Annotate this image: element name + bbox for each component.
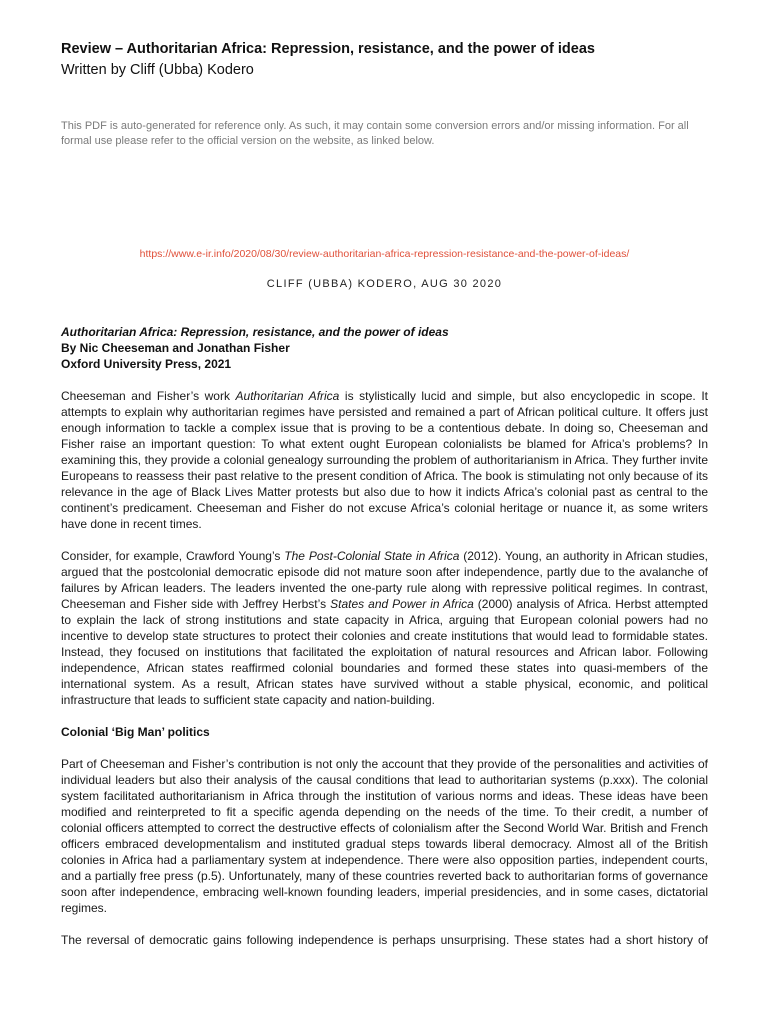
byline: CLIFF (UBBA) KODERO, AUG 30 2020 [266, 278, 503, 290]
book-title-ref: Authoritarian Africa [235, 389, 340, 403]
paragraph-4: The reversal of democratic gains following independence is perhaps unsurprising. These states had a short history of [61, 933, 708, 947]
pdf-notice: This PDF is auto-generated for reference only. As such, it may contain some conversion errors and/or missing information. For all formal use please refer to the official version on the website, as linked below. [61, 120, 689, 147]
document-page [61, 38, 708, 948]
paragraph-2: Consider, for example, Crawford Young’s The Post-Colonial State in Africa (2012). Young, an authority in African studies, argued that the postcolonial democratic episode did not mature soon after independence, partly due to the avalanche of failures by African leaders. The leaders invented the one-party rule along with repressive political regimes. In contrast, Cheeseman and Fisher side with Jeffrey Herbst’s States and Power in Africa (2000) analysis of Africa. Herbst attempted to explain the lack of strong institutions and state capacity in Africa, arguing that European colonial powers had no incentive to develop state structures to protect their colonies and create institutions that would lead to formidable states. Instead, they focused on institutions that facilitated the exploitation of natural resources and African labor. Following independence, African states reaffirmed colonial boundaries and formed these states into quasi-members of the international system. As a result, African states have survived without a stable physical, economic, and political infrastructure that leads to sufficient state capacity and nation-building. [61, 549, 708, 707]
article-author: Written by Cliff (Ubba) Kodero [61, 62, 254, 78]
paragraph-3: Part of Cheeseman and Fisher’s contribution is not only the account that they provide of the personalities and activities of individual leaders but also their analysis of the causal conditions that lead to authoritarian systems (p.xxx). The colonial system facilitated authoritarianism in Africa through the institution of various norms and ideas. These ideas have been modified and reinterpreted to fit a specific agenda depending on the needs of the time. To their credit, a number of colonial officers attempted to correct the destructive effects of colonialism after the Second World War. British and French officers embraced developmentalism and instituted gradual steps towards liberal democracy. Almost all of the British colonies in Africa had a parliamentary system at independence. There were also opposition parties, independent courts, and a partially free press (p.5). Unfortunately, many of these countries reverted back to authoritarian forms of governance soon after independence, embracing well-known founding leaders, imperial presidencies, and in some cases, dictatorial regimes. [61, 757, 708, 915]
paragraph-1: Cheeseman and Fisher’s work Authoritarian Africa is stylistically lucid and simple, but also encyclopedic in scope. It attempts to explain why authoritarian regimes have persisted and remained a part of African political culture. It offers just enough information to tackle a complex issue that is proving to be a contentious debate. In doing so, Cheeseman and Fisher raise an important question: To what extent ought European colonialists be blamed for Africa’s problems? In examining this, they provide a colonial genealogy surrounding the problem of authoritarianism in Africa. They further invite Europeans to reassess their past relative to the present condition of Africa. The book is stimulating not only because of its relevance in the age of Black Lives Matter protests but also due to how it indicts Africa’s colonial past as central to the continent’s predicament. Cheeseman and Fisher do not excuse Africa’s colonial heritage or nuance it, as some writers have done in recent times. [61, 389, 708, 531]
book-info [61, 324, 708, 372]
book-authors: By Nic Cheeseman and Jonathan Fisher [61, 341, 290, 355]
book-publisher: Oxford University Press, 2021 [61, 357, 232, 371]
section-heading: Colonial ‘Big Man’ politics [61, 725, 210, 739]
book-title-ref: States and Power in Africa [330, 597, 474, 611]
book-title: Authoritarian Africa: Repression, resistance, and the power of ideas [61, 325, 449, 339]
source-link[interactable]: https://www.e-ir.info/2020/08/30/review-authoritarian-africa-repression-resistance-and-the-power-of-ideas/ [139, 248, 630, 260]
book-title-ref: The Post-Colonial State in Africa [284, 549, 460, 563]
article-title: Review – Authoritarian Africa: Repression, resistance, and the power of ideas [61, 41, 595, 57]
